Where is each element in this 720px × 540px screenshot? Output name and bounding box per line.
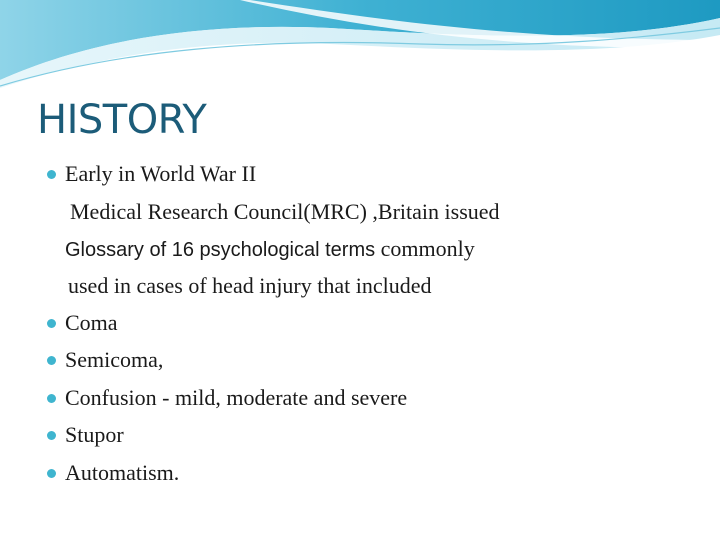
bullet-dot bbox=[47, 394, 56, 403]
header-wave-decoration bbox=[0, 0, 720, 90]
bullet-dot bbox=[47, 469, 56, 478]
bullet-dot bbox=[47, 356, 56, 365]
bullet-item-early-ww2: Early in World War II bbox=[65, 161, 257, 186]
glossary-phrase: Glossary of 16 psychological terms bbox=[65, 239, 376, 261]
bullet-item-semicoma: Semicoma, bbox=[65, 347, 164, 372]
bullet-dot bbox=[47, 319, 56, 328]
bullet-item-stupor: Stupor bbox=[65, 422, 124, 447]
continuation-line-mrc: Medical Research Council(MRC) ,Britain issued bbox=[70, 199, 500, 224]
commonly-word: commonly bbox=[375, 236, 475, 261]
slide-title: HISTORY bbox=[37, 97, 207, 143]
bullet-item-confusion: Confusion - mild, moderate and severe bbox=[65, 385, 408, 410]
bullet-dot bbox=[47, 170, 56, 179]
bullet-item-coma: Coma bbox=[65, 310, 118, 335]
continuation-line-glossary bbox=[65, 236, 475, 263]
bullet-dot bbox=[47, 431, 56, 440]
bullet-item-automatism: Automatism. bbox=[65, 460, 180, 485]
continuation-line-head-injury: used in cases of head injury that included bbox=[68, 273, 432, 298]
